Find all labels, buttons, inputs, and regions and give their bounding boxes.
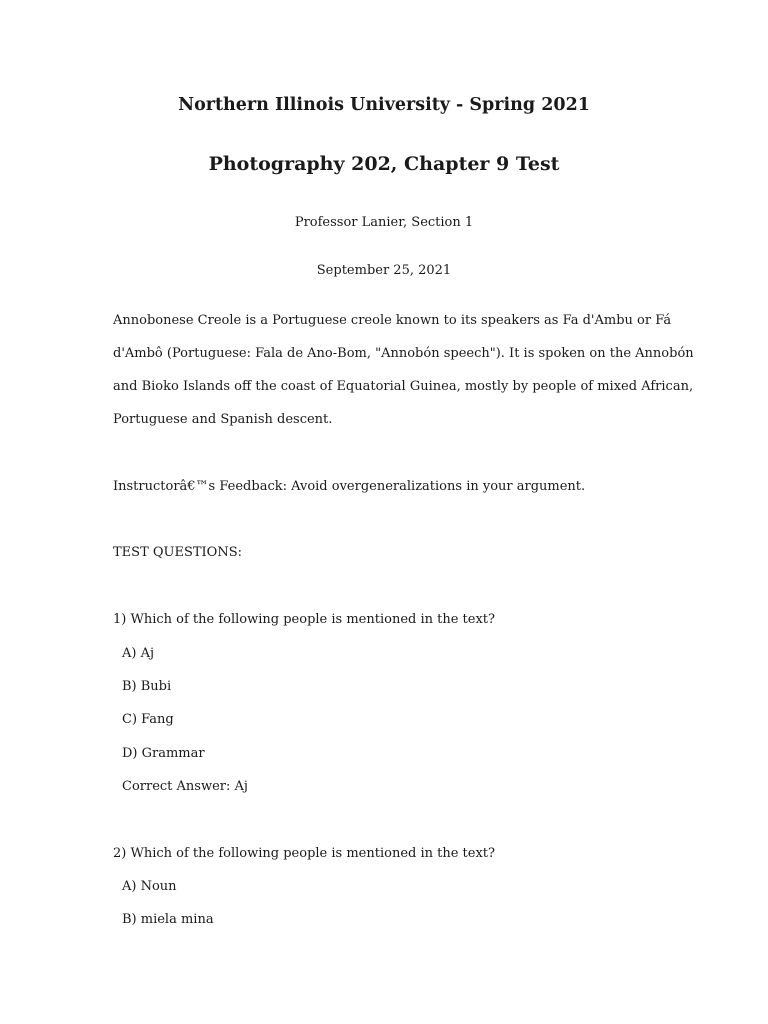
- university-heading: Northern Illinois University - Spring 2021: [178, 95, 590, 115]
- professor-line: Professor Lanier, Section 1: [294, 215, 474, 230]
- question-prompt: 1) Which of the following people is mentioned in the text?: [113, 612, 495, 627]
- correct-answer: Correct Answer: Aj: [122, 779, 248, 794]
- instructor-feedback: Instructorâ€™s Feedback: Avoid overgeneralizations in your argument.: [113, 479, 586, 494]
- answer-option: C) Fang: [122, 712, 174, 727]
- date-line: September 25, 2021: [316, 263, 452, 278]
- answer-option: D) Grammar: [122, 746, 205, 761]
- answer-option: A) Aj: [122, 646, 155, 661]
- test-questions-label: TEST QUESTIONS:: [113, 545, 243, 560]
- answer-option: B) miela mina: [122, 912, 214, 927]
- passage-line: and Bioko Islands off the coast of Equatorial Guinea, mostly by people of mixed African,: [113, 379, 694, 394]
- question-prompt: 2) Which of the following people is mentioned in the text?: [113, 846, 495, 861]
- passage-line: Portuguese and Spanish descent.: [113, 412, 333, 427]
- answer-option: B) Bubi: [122, 679, 172, 694]
- course-title: Photography 202, Chapter 9 Test: [208, 153, 560, 175]
- answer-option: A) Noun: [122, 879, 177, 894]
- passage-line: d'Ambô (Portuguese: Fala de Ano-Bom, "Annobón speech"). It is spoken on the Annobón: [113, 346, 694, 361]
- passage-line: Annobonese Creole is a Portuguese creole known to its speakers as Fa d'Ambu or Fá: [113, 313, 672, 328]
